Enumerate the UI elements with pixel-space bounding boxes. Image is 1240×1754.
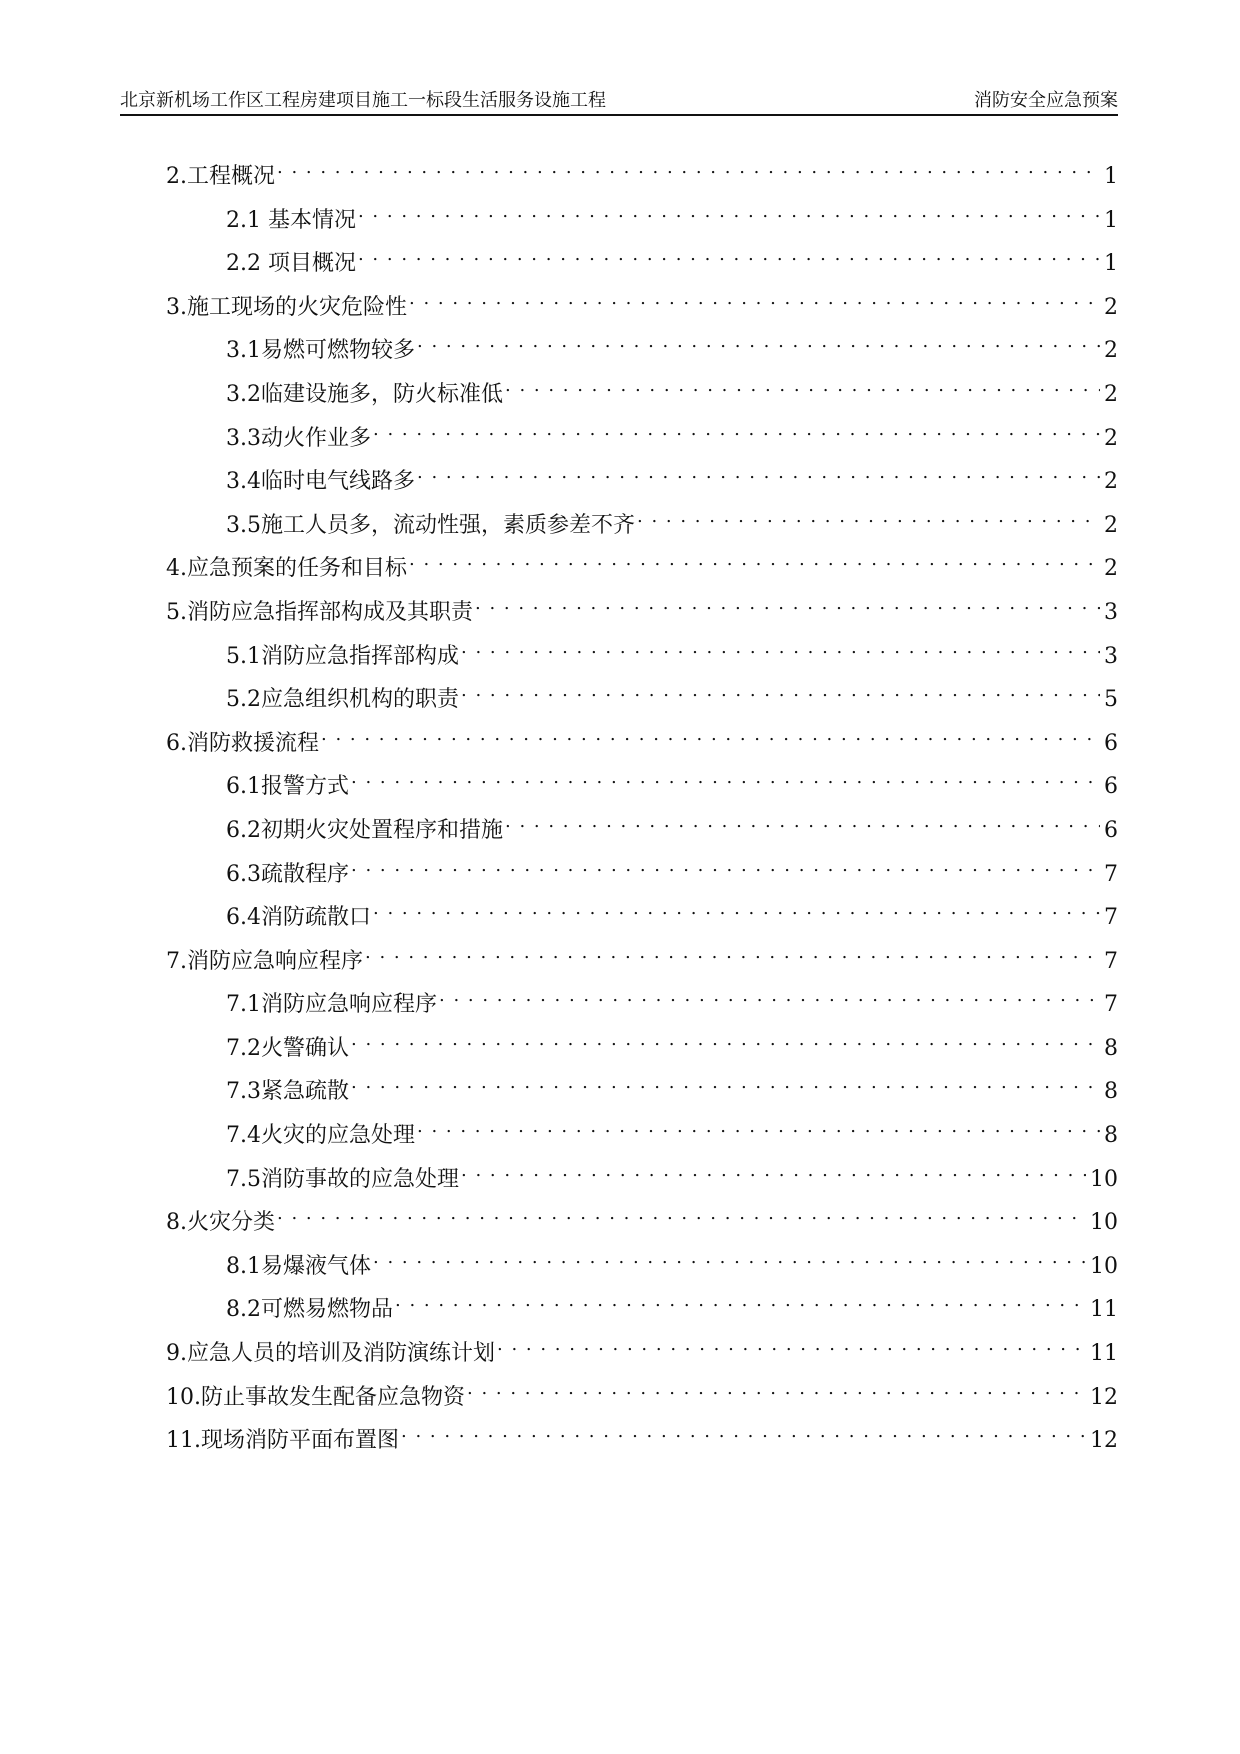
- toc-entry-page: 6: [1104, 774, 1118, 800]
- toc-leader-dots: [277, 153, 1100, 183]
- toc-entry-title: 5.2应急组织机构的职责: [226, 687, 459, 713]
- header-doc-title: 消防安全应急预案: [974, 90, 1118, 111]
- toc-entry-page: 2: [1104, 338, 1118, 364]
- toc-leader-dots: [373, 415, 1100, 445]
- toc-entry-page: 2: [1104, 425, 1118, 451]
- toc-entry-title: 3.1易燃可燃物较多: [226, 338, 415, 364]
- toc-entry-page: 8: [1104, 1035, 1118, 1061]
- toc-entry[interactable]: [166, 1417, 1118, 1461]
- toc-entry-page: 11: [1090, 1297, 1118, 1323]
- toc-entry[interactable]: [166, 894, 1118, 938]
- toc-leader-dots: [277, 1199, 1086, 1229]
- toc-entry-page: 1: [1104, 251, 1118, 277]
- toc-leader-dots: [373, 894, 1100, 924]
- toc-entry-title: 7.1消防应急响应程序: [226, 992, 437, 1018]
- toc-entry[interactable]: [166, 1330, 1118, 1374]
- toc-entry[interactable]: [166, 589, 1118, 633]
- toc-entry-page: 2: [1104, 556, 1118, 582]
- toc-leader-dots: [417, 327, 1100, 357]
- toc-entry[interactable]: [166, 763, 1118, 807]
- toc-entry-title: 2.1 基本情况: [226, 207, 356, 233]
- toc-entry-page: 2: [1104, 469, 1118, 495]
- toc-entry-page: 2: [1104, 512, 1118, 538]
- toc-entry[interactable]: [166, 502, 1118, 546]
- toc-entry-page: 7: [1104, 905, 1118, 931]
- toc-entry[interactable]: [166, 371, 1118, 415]
- toc-entry-title: 2.工程概况: [166, 164, 275, 189]
- toc-entry-title: 7.5消防事故的应急处理: [226, 1166, 459, 1192]
- toc-entry[interactable]: [166, 1374, 1118, 1418]
- toc-entry[interactable]: [166, 545, 1118, 589]
- toc-entry-page: 2: [1104, 294, 1118, 320]
- toc-entry-page: 7: [1104, 948, 1118, 974]
- toc-entry-page: 3: [1104, 599, 1118, 625]
- toc-entry-title: 3.2临建设施多，防火标准低: [226, 381, 503, 407]
- header-project-title: 北京新机场工作区工程房建项目施工一标段生活服务设施工程: [120, 90, 606, 111]
- toc-leader-dots: [475, 589, 1100, 619]
- toc-entry-title: 2.2 项目概况: [226, 251, 356, 277]
- toc-entry[interactable]: [166, 807, 1118, 851]
- toc-entry[interactable]: [166, 1199, 1118, 1243]
- toc-leader-dots: [439, 981, 1100, 1011]
- toc-entry-page: 1: [1104, 207, 1118, 233]
- toc-entry-page: 6: [1104, 817, 1118, 843]
- toc-entry-title: 8.1易爆液气体: [226, 1253, 371, 1279]
- toc-entry[interactable]: [166, 1156, 1118, 1200]
- toc-entry[interactable]: [166, 720, 1118, 764]
- toc-entry[interactable]: [166, 415, 1118, 459]
- toc-entry[interactable]: [166, 938, 1118, 982]
- toc-entry[interactable]: [166, 1286, 1118, 1330]
- toc-entry[interactable]: [166, 153, 1118, 197]
- toc-leader-dots: [373, 1243, 1086, 1273]
- toc-leader-dots: [497, 1330, 1086, 1360]
- toc-entry-page: 8: [1104, 1123, 1118, 1149]
- toc-leader-dots: [351, 1068, 1100, 1098]
- toc-leader-dots: [351, 851, 1100, 881]
- toc-leader-dots: [505, 807, 1100, 837]
- toc-entry-title: 7.3紧急疏散: [226, 1079, 349, 1105]
- toc-entry-title: 8.2可燃易燃物品: [226, 1297, 393, 1323]
- toc-entry-title: 7.消防应急响应程序: [166, 948, 363, 974]
- toc-entry-page: 12: [1090, 1384, 1118, 1410]
- toc-entry-page: 6: [1104, 730, 1118, 756]
- toc-entry-title: 8.火灾分类: [166, 1210, 275, 1236]
- toc-entry-title: 6.3疏散程序: [226, 861, 349, 887]
- toc-entry[interactable]: [166, 197, 1118, 241]
- toc-entry-page: 10: [1090, 1210, 1118, 1236]
- toc-entry[interactable]: [166, 1068, 1118, 1112]
- toc-entry-title: 6.1报警方式: [226, 774, 349, 800]
- toc-leader-dots: [351, 1025, 1100, 1055]
- toc-leader-dots: [409, 545, 1100, 575]
- toc-entry-title: 3.4临时电气线路多: [226, 469, 415, 495]
- toc-entry-page: 7: [1104, 992, 1118, 1018]
- toc-entry[interactable]: [166, 851, 1118, 895]
- table-of-contents: [166, 153, 1118, 1461]
- toc-entry[interactable]: [166, 284, 1118, 328]
- toc-entry[interactable]: [166, 1025, 1118, 1069]
- page-header: [120, 86, 1118, 116]
- toc-entry[interactable]: [166, 327, 1118, 371]
- toc-entry-title: 3.施工现场的火灾危险性: [166, 294, 407, 320]
- toc-entry-title: 6.2初期火灾处置程序和措施: [226, 817, 503, 843]
- toc-entry[interactable]: [166, 676, 1118, 720]
- toc-entry-title: 7.4火灾的应急处理: [226, 1123, 415, 1149]
- toc-leader-dots: [401, 1417, 1086, 1447]
- toc-leader-dots: [321, 720, 1100, 750]
- toc-leader-dots: [461, 676, 1100, 706]
- toc-entry-title: 9.应急人员的培训及消防演练计划: [166, 1341, 495, 1367]
- toc-entry-title: 11.现场消防平面布置图: [166, 1428, 399, 1454]
- toc-entry[interactable]: [166, 458, 1118, 502]
- toc-entry-title: 3.5施工人员多，流动性强，素质参差不齐: [226, 512, 635, 538]
- toc-entry[interactable]: [166, 240, 1118, 284]
- toc-leader-dots: [365, 938, 1100, 968]
- toc-entry-title: 7.2火警确认: [226, 1035, 349, 1061]
- toc-entry-title: 6.4消防疏散口: [226, 905, 371, 931]
- toc-entry-title: 4.应急预案的任务和目标: [166, 556, 407, 582]
- toc-leader-dots: [409, 284, 1100, 314]
- toc-leader-dots: [358, 240, 1100, 270]
- toc-entry-title: 3.3动火作业多: [226, 425, 371, 451]
- toc-entry-page: 7: [1104, 861, 1118, 887]
- toc-entry[interactable]: [166, 1112, 1118, 1156]
- toc-entry-title: 6.消防救援流程: [166, 730, 319, 756]
- toc-entry[interactable]: [166, 981, 1118, 1025]
- toc-entry-page: 10: [1090, 1253, 1118, 1279]
- toc-entry-page: 5: [1104, 687, 1118, 713]
- toc-entry-page: 3: [1104, 643, 1118, 669]
- toc-leader-dots: [505, 371, 1100, 401]
- toc-leader-dots: [467, 1374, 1086, 1404]
- toc-entry-title: 5.1消防应急指挥部构成: [226, 643, 459, 669]
- toc-entry-title: 5.消防应急指挥部构成及其职责: [166, 599, 473, 625]
- toc-entry-page: 2: [1104, 381, 1118, 407]
- toc-leader-dots: [417, 458, 1100, 488]
- toc-entry-page: 8: [1104, 1079, 1118, 1105]
- toc-entry-page: 12: [1090, 1428, 1118, 1454]
- toc-entry-page: 11: [1090, 1341, 1118, 1367]
- toc-entry[interactable]: [166, 633, 1118, 677]
- toc-leader-dots: [461, 633, 1100, 663]
- toc-entry[interactable]: [166, 1243, 1118, 1287]
- toc-leader-dots: [461, 1156, 1086, 1186]
- toc-entry-page: 1: [1104, 164, 1118, 189]
- toc-leader-dots: [417, 1112, 1100, 1142]
- toc-entry-title: 10.防止事故发生配备应急物资: [166, 1384, 465, 1410]
- toc-leader-dots: [358, 197, 1100, 227]
- toc-entry-page: 10: [1090, 1166, 1118, 1192]
- toc-leader-dots: [395, 1286, 1086, 1316]
- toc-leader-dots: [351, 763, 1100, 793]
- toc-leader-dots: [637, 502, 1100, 532]
